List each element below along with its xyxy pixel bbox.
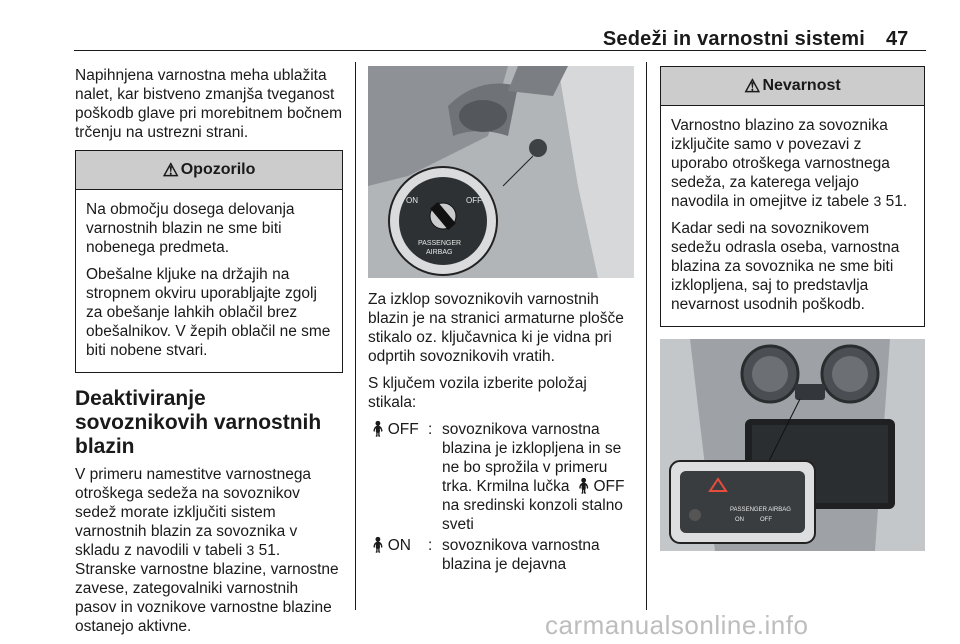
list-desc-off: sovoznikova varnostna blazina je izklopljena in se ne bo sprožila v primeru trka. Krmilna lučka 🧍︎OFF na sredinski konzoli stalno sveti [442, 421, 625, 533]
danger-paragraph-1: Varnostno blazino za sovoznika izključite samo v povezavi z uporabo otroškega varnostnega sedeža, za katerega veljajo navodila in omejitve iz tabele 3 51. [671, 117, 908, 210]
photo-label-airbag: AIRBAG [426, 249, 453, 256]
warning-paragraph-2: Obešalne kljuke na držajih na stropnem okviru uporabljajte zgolj za obešanje lahkih oblačil brez obešalnikov. V žepih oblačil ne sme biti nobene stvari. [86, 266, 331, 359]
section-body [75, 465, 343, 636]
column-divider-2 [646, 62, 647, 610]
warning-box-header [76, 151, 342, 190]
page-reference-arrow-icon: 3 [246, 542, 255, 558]
photo-label-off: OFF [466, 196, 482, 205]
header-rule [74, 50, 926, 51]
page-number: 47 [886, 28, 909, 50]
list-desc-on: sovoznikova varnostna blazina je dejavna [442, 537, 600, 573]
photo-label-passenger: PASSENGER [418, 240, 462, 247]
photo-label-on: ON [406, 196, 418, 205]
photo-label-passenger-airbag: PASSENGER AIRBAG [730, 507, 791, 513]
watermark: carmanualsonline.info [545, 610, 809, 640]
danger-box [660, 66, 925, 327]
warning-triangle-icon: ⚠ [744, 75, 761, 96]
warning-triangle-icon: ⚠ [162, 159, 179, 180]
center-console-illustration [660, 339, 925, 551]
photo-label-off-2: OFF [760, 517, 772, 523]
airbag-off-inline-icon: 🧍︎ [573, 478, 594, 495]
list-term-on: 🧍︎ON [368, 537, 411, 554]
airbag-on-icon: 🧍︎ [368, 537, 388, 554]
section-heading: Deaktiviranje sovoznikovih varnostnih blazin [75, 387, 322, 458]
switch-lead: S ključem vozila izberite položaj stikala: [368, 375, 587, 411]
column-divider-1 [355, 62, 356, 610]
list-item-on: 🧍︎ON : sovoznikova varnostna blazina je dejavna [368, 536, 634, 574]
section-body-text-a: V primeru namestitve varnostnega otroškega sedeža na sovoznikov sedež morate izključiti sistem varnostnih blazin za sovoznika v skladu z navodili v tabeli [75, 466, 312, 559]
danger-box-body [661, 106, 924, 326]
column-2 [368, 66, 634, 576]
danger-box-header [661, 67, 924, 106]
switch-positions-list [368, 420, 634, 574]
airbag-switch-photo [368, 66, 634, 278]
column-3 [660, 66, 925, 551]
intro-paragraph: Napihnjena varnostna meha ublažita nalet, kar bistveno zmanjša tveganost poškodb glave pri morebitnem bočnem trčenju na ustrezni strani. [75, 67, 343, 141]
center-console-photo [660, 339, 925, 551]
photo-caption: Za izklop sovoznikovih varnostnih blazin je na stranici armaturne plošče stikalo oz. ključavnica ki je vidna pri odprtih sovoznikovih vratih. [368, 291, 624, 365]
photo-label-on-2: ON [735, 517, 744, 523]
warning-paragraph-1: Na območju dosega delovanja varnostnih blazin ne sme biti nobenega predmeta. [86, 201, 295, 256]
list-item-off: 🧍︎OFF : sovoznikova varnostna blazina je izklopljena in se ne bo sprožila v primeru trka. Krmilna lučka 🧍︎OFF na sredinski konzoli stalno sveti [368, 420, 634, 534]
warning-title: Opozorilo [180, 161, 256, 178]
airbag-switch-illustration [368, 66, 634, 278]
warning-box [75, 150, 343, 373]
page-header-title: Sedeži in varnostni sistemi [602, 28, 865, 50]
section-body-reference: 51. [258, 542, 281, 559]
danger-paragraph-2: Kadar sedi na sovoznikovem sedežu odrasla oseba, varnostna blazina za sovoznika ne sme biti izklopljena, saj to predstavlja nevarnost usodnih poškodb. [671, 220, 900, 313]
airbag-off-icon: 🧍︎ [368, 421, 388, 438]
section-body-text-b: Stranske varnostne blazine, varnostne zavese, zategovalniki varnostnih pasov in voznikove varnostne blazine ostanejo aktivne. [75, 561, 339, 635]
column-1 [75, 66, 343, 644]
warning-box-body [76, 190, 342, 372]
list-term-off: 🧍︎OFF [368, 421, 419, 438]
page-reference-arrow-icon: 3 [873, 193, 882, 209]
danger-title: Nevarnost [762, 77, 841, 94]
